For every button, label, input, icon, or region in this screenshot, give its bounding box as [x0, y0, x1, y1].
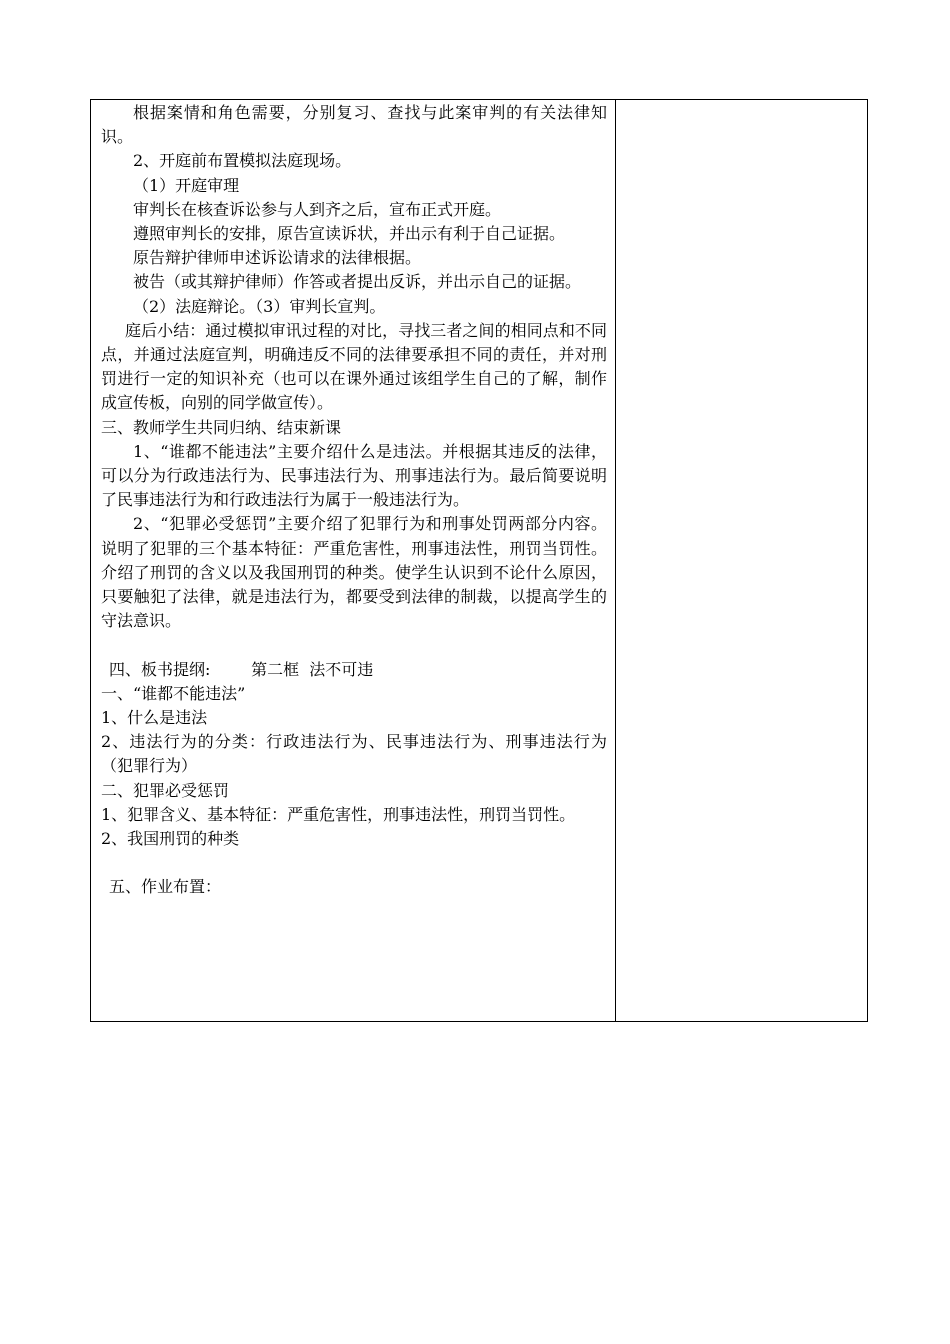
outline-item-1-1: 1、什么是违法	[101, 708, 208, 728]
paragraph-plaintiff: 遵照审判长的安排，原告宣读诉状，并出示有利于自己证据。	[133, 224, 566, 244]
blank-line	[101, 851, 607, 875]
content-cell	[91, 100, 616, 1022]
section-heading-board-outline: 四、板书提纲: 第二框 法不可违	[109, 659, 374, 679]
outline-item-2: 二、犯罪必受惩罚	[101, 780, 230, 800]
paragraph-summary: 庭后小结：通过模拟审讯过程的对比，寻找三者之间的相同点和不同点，并通过法庭宣判，明确违反不同的法律要承担不同的责任，并对刑罚进行一定的知识补充（也可以在课外通过该组学生自己的了解，制作成宣传板，向别的同学做宣传）。	[101, 320, 607, 413]
table-row	[91, 100, 868, 1022]
blank-line	[101, 633, 607, 657]
outline-item-1-2: 2、违法行为的分类：行政违法行为、民事违法行为、刑事违法行为（犯罪行为）	[101, 732, 607, 776]
paragraph-judge-opens: 审判长在核查诉讼参与人到齐之后，宣布正式开庭。	[133, 199, 502, 219]
paragraph-no-violation: 1、“谁都不能违法”主要介绍什么是违法。并根据其违反的法律，可以分为行政违法行为、民事违法行为、刑事违法行为。最后简要说明了民事违法行为和行政违法行为属于一般违法行为。	[101, 441, 607, 510]
paragraph-court-setup: 2、开庭前布置模拟法庭现场。	[133, 151, 352, 171]
outline-item-2-2: 2、我国刑罚的种类	[101, 829, 240, 849]
section-heading-conclusion: 三、教师学生共同归纳、结束新课	[101, 417, 342, 437]
outline-item-1: 一、“谁都不能违法”	[101, 683, 246, 703]
section-heading-homework: 五、作业布置：	[109, 877, 222, 897]
notes-cell	[616, 100, 868, 1022]
lesson-plan-table	[90, 99, 868, 1022]
lesson-content	[91, 100, 615, 900]
paragraph-plaintiff-lawyer: 原告辩护律师申述诉讼请求的法律根据。	[133, 248, 422, 268]
paragraph-debate-verdict: （2）法庭辩论。（3）审判长宣判。	[133, 296, 386, 316]
paragraph-crime-punishment: 2、“犯罪必受惩罚”主要介绍了犯罪行为和刑事处罚两部分内容。说明了犯罪的三个基本特征：严重危害性，刑事违法性，刑罚当罚性。介绍了刑罚的含义以及我国刑罚的种类。使学生认识到不论什么原因，只要触犯了法律，就是违法行为，都要受到法律的制裁，以提高学生的守法意识。	[101, 514, 607, 631]
paragraph-review-law: 根据案情和角色需要，分别复习、查找与此案审判的有关法律知识。	[101, 103, 607, 147]
paragraph-court-opening: （1）开庭审理	[133, 175, 240, 195]
outline-item-2-1: 1、犯罪含义、基本特征：严重危害性，刑事违法性，刑罚当罚性。	[101, 804, 576, 824]
paragraph-defendant: 被告（或其辩护律师）作答或者提出反诉，并出示自己的证据。	[133, 272, 582, 292]
